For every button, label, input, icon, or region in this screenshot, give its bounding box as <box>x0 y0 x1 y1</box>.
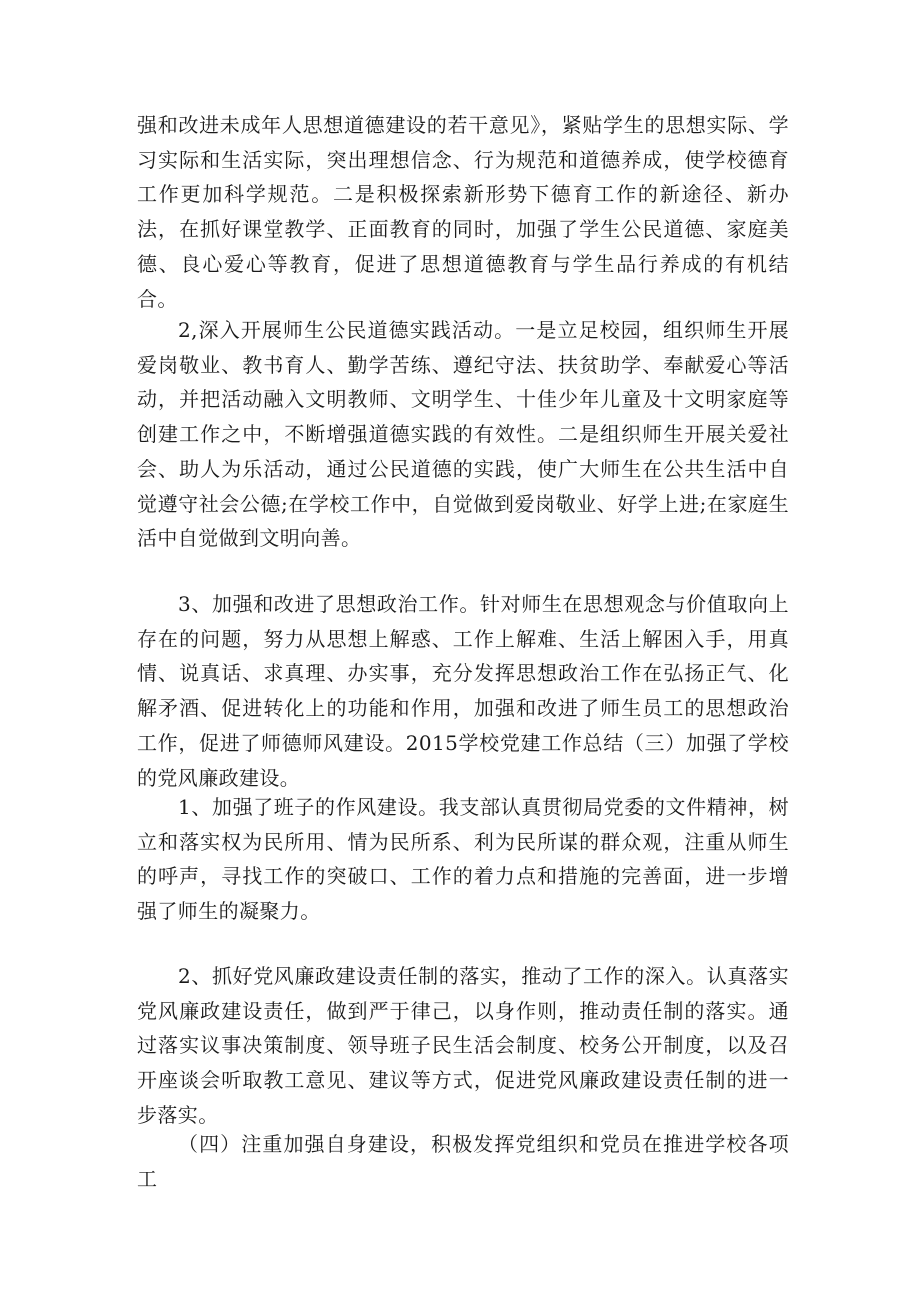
paragraph-anti-corruption-responsibility: 2、抓好党风廉政建设责任制的落实，推动了工作的深入。认真落实党风廉政建设责任，做到严于律己，以身作则，推动责任制的落实。通过落实议事决策制度、领导班子民生活会制度、校务公开制度，以及召开座谈会听取教工意见、建议等方式，促进党风廉政建设责任制的进一步落实。 <box>137 964 789 1127</box>
paragraph-ideological-political-work: 3、加强和改进了思想政治工作。针对师生在思想观念与价值取向上存在的问题，努力从思想上解惑、工作上解难、生活上解困入手，用真情、说真话、求真理、办实事，充分发挥思想政治工作在弘扬正气、化解矛酒、促进转化上的功能和作用，加强和改进了师生员工的思想政治工作，促进了师德师风建设。2015学校党建工作总结（三）加强了学校的党风廉政建设。 <box>137 592 789 790</box>
paragraph-section-four-heading: （四）注重加强自身建设，积极发挥党组织和党员在推进学校各项工 <box>137 1132 789 1191</box>
paragraph-civic-morality-practice: 2,深入开展师生公民道德实践活动。一是立足校园，组织师生开展爱岗敬业、教书育人、勤学苦练、遵纪守法、扶贫助学、奉献爱心等活动，并把活动融入文明教师、文明学生、十佳少年儿童及十文明家庭等创建工作之中，不断增强道德实践的有效性。二是组织师生开展关爱社会、助人为乐活动，通过公民道德的实践，使广大师生在公共生活中自觉遵守社会公德;在学校工作中，自觉做到爱岗敬业、好学上进;在家庭生活中自觉做到文明向善。 <box>137 318 789 551</box>
paragraph-moral-education-continuation: 强和改进未成年人思想道德建设的若干意见》，紧贴学生的思想实际、学习实际和生活实际，突出理想信念、行为规范和道德养成，使学校德育工作更加科学规范。二是积极探索新形势下德育工作的新途径、新办法，在抓好课堂教学、正面教育的同时，加强了学生公民道德、家庭美德、良心爱心等教育，促进了思想道德教育与学生品行养成的有机结合。 <box>137 113 789 311</box>
paragraph-leadership-style: 1、加强了班子的作风建设。我支部认真贯彻局党委的文件精神，树立和落实权为民所用、情为民所系、利为民所谋的群众观，注重从师生的呼声，寻找工作的突破口、工作的着力点和措施的完善面，进一步增强了师生的凝聚力。 <box>137 795 789 924</box>
